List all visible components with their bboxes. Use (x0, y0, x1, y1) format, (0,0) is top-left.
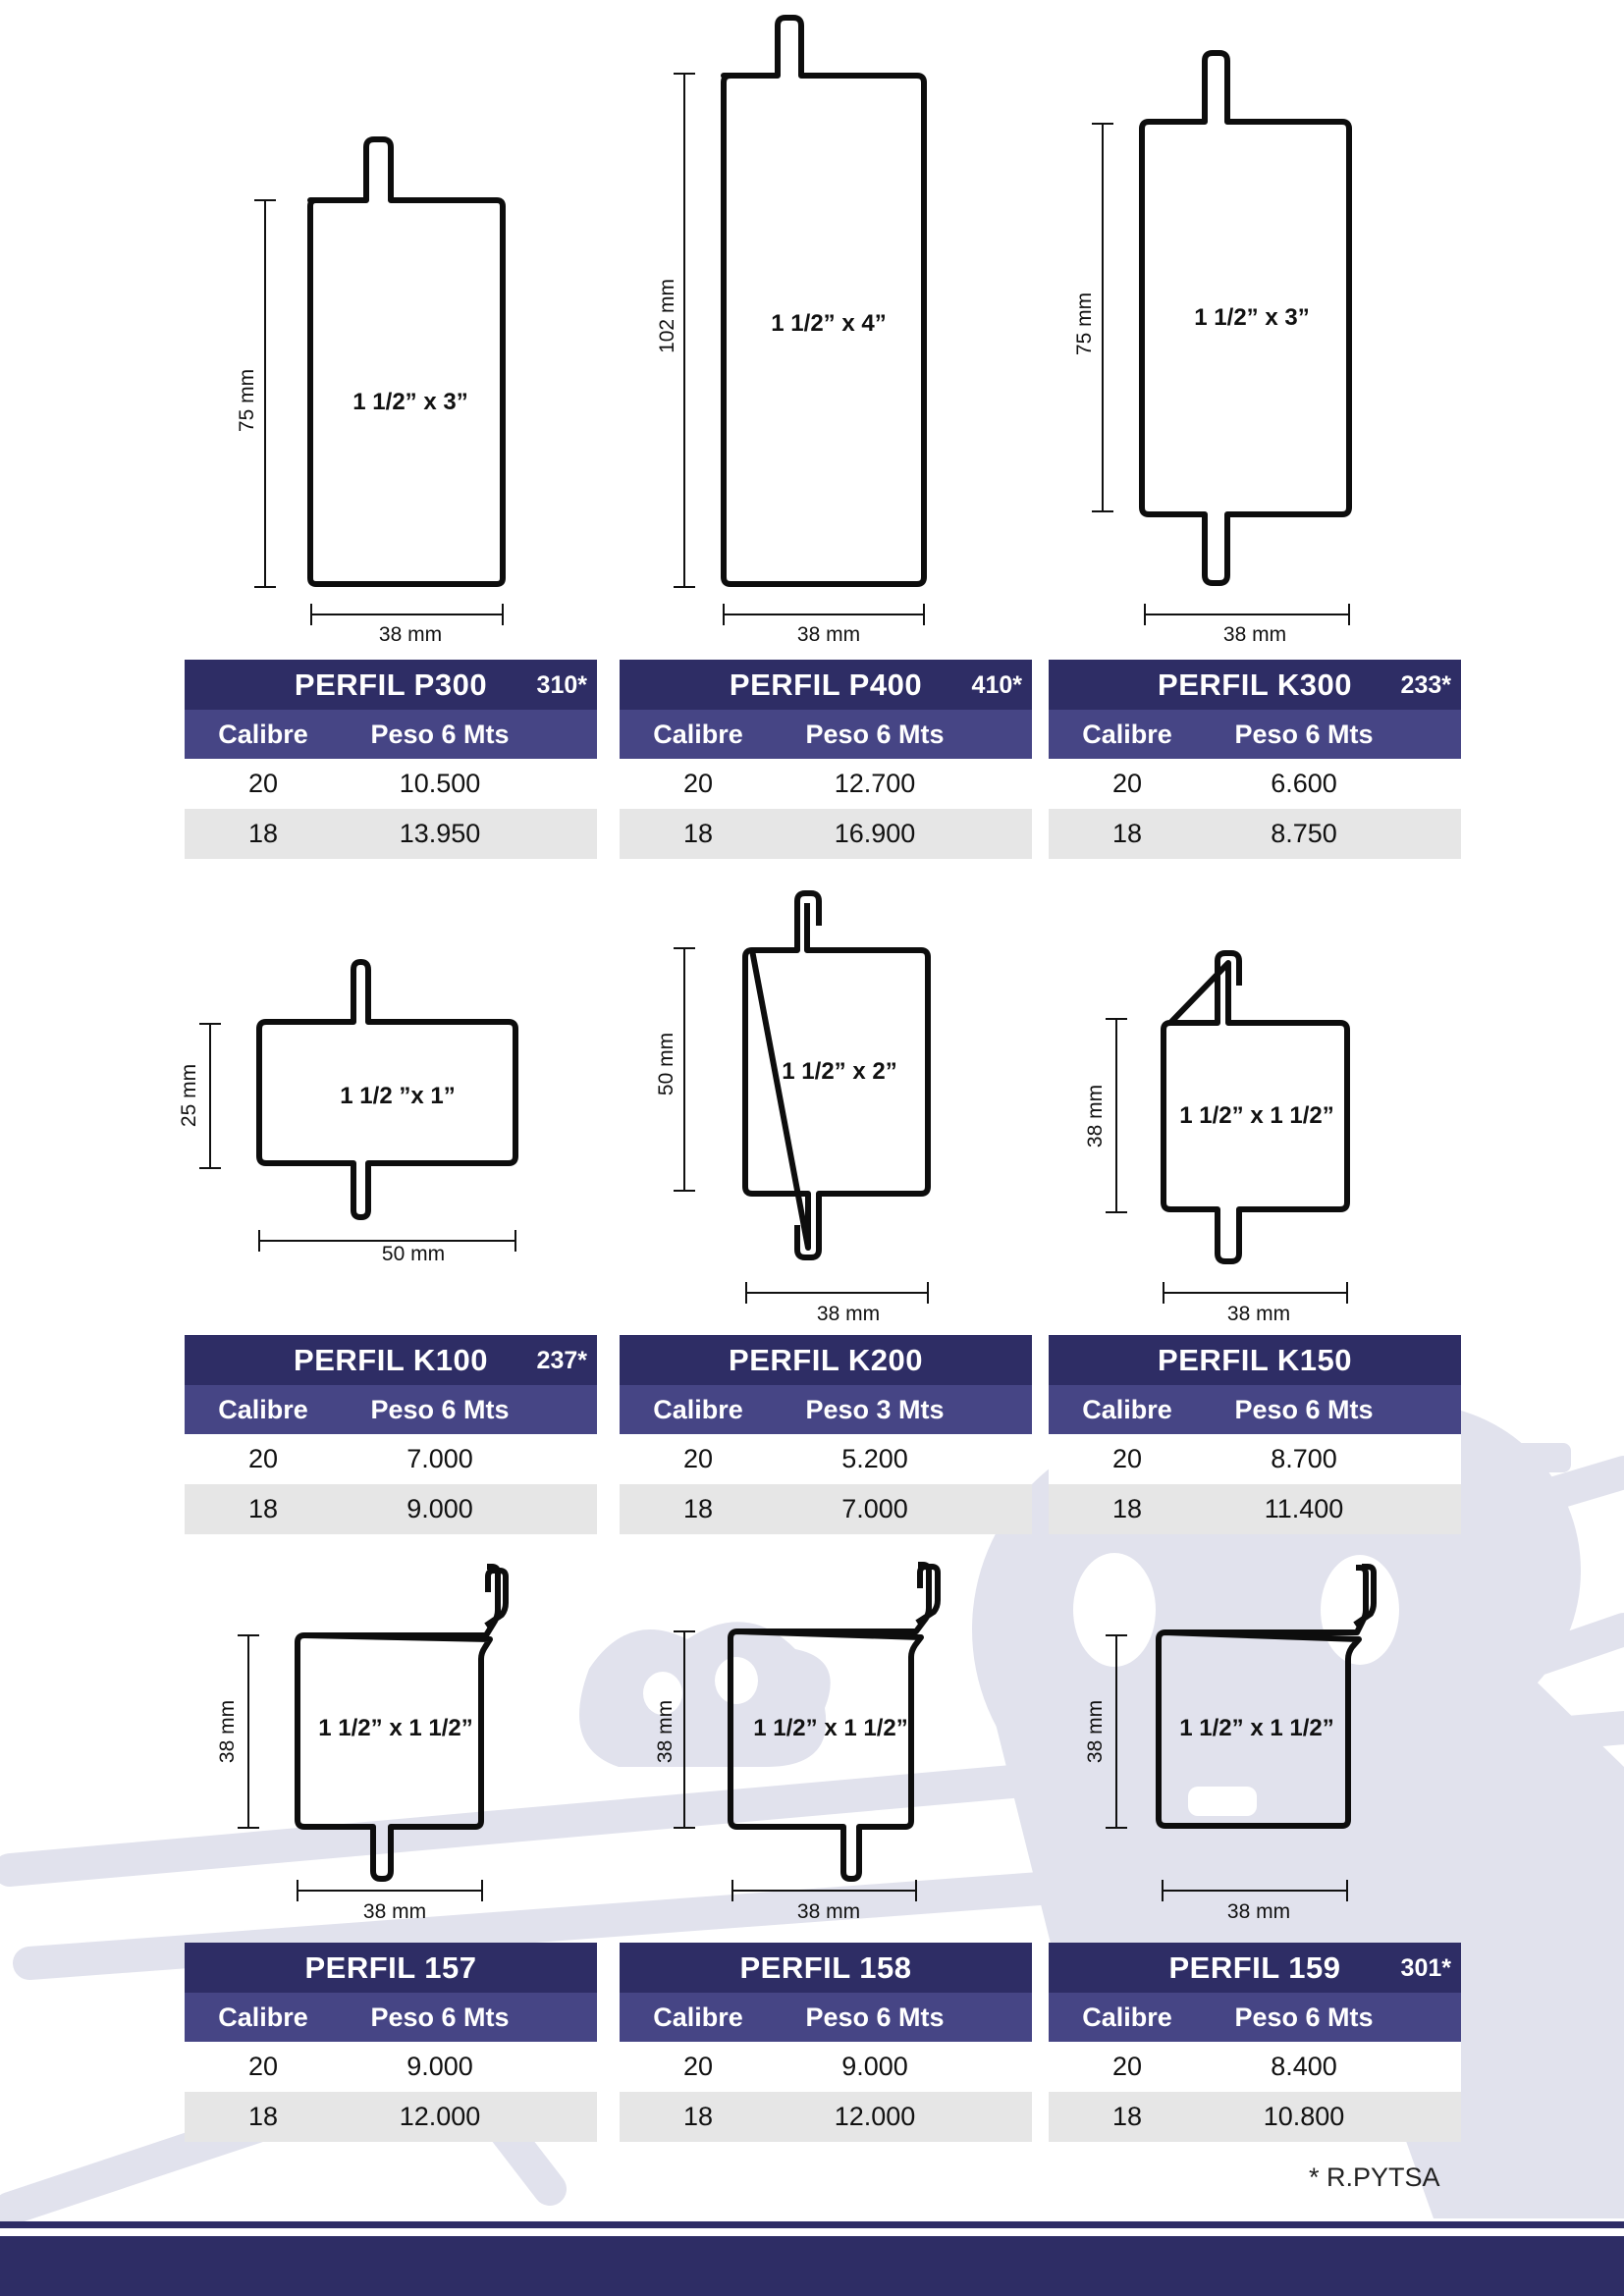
header-peso: Peso 6 Mts (1234, 1394, 1374, 1424)
header-calibre: Calibre (218, 1394, 308, 1424)
profile-code: 310* (536, 671, 587, 699)
calibre-value: 18 (247, 2102, 279, 2131)
table-perfil-p300 (185, 660, 597, 859)
peso-value: 9.000 (406, 1494, 473, 1523)
table-title (620, 1335, 1032, 1385)
header-peso: Peso 6 Mts (370, 2002, 510, 2032)
calibre-value: 20 (247, 2052, 279, 2081)
table-row (185, 2042, 597, 2092)
table-row (620, 2092, 1032, 2142)
calibre-value: 20 (247, 1444, 279, 1473)
table-perfil-157 (185, 1943, 597, 2142)
profile-name: PERFIL P300 (294, 667, 488, 702)
size-label: 1 1/2” x 4” (771, 310, 887, 337)
table-header (620, 1385, 1032, 1434)
peso-value: 8.700 (1271, 1444, 1337, 1473)
header-peso: Peso 6 Mts (805, 2002, 945, 2032)
calibre-value: 20 (1111, 1444, 1143, 1473)
size-label: 1 1/2” x 3” (1194, 304, 1310, 331)
table-row (185, 1434, 597, 1484)
table-header (1049, 710, 1461, 759)
peso-value: 8.400 (1271, 2052, 1337, 2081)
table-perfil-k150 (1049, 1335, 1461, 1534)
table-title (185, 1335, 597, 1385)
peso-value: 11.400 (1264, 1494, 1344, 1523)
table-row (1049, 759, 1461, 809)
peso-value: 10.800 (1263, 2102, 1345, 2131)
table-header (1049, 1385, 1461, 1434)
table-row (185, 2092, 597, 2142)
profile-code: 301* (1400, 1954, 1451, 1982)
table-header (620, 710, 1032, 759)
header-peso: Peso 6 Mts (370, 719, 510, 749)
table-title (620, 660, 1032, 710)
width-label: 38 mm (796, 1900, 861, 1923)
calibre-value: 18 (1111, 2102, 1143, 2131)
table-row (620, 809, 1032, 859)
peso-value: 12.000 (834, 2102, 916, 2131)
height-label: 75 mm (236, 368, 258, 433)
width-label: 38 mm (1222, 623, 1287, 646)
table-perfil-159 (1049, 1943, 1461, 2142)
profile-code: 233* (1400, 671, 1451, 699)
table-perfil-p400 (620, 660, 1032, 859)
table-title (1049, 1335, 1461, 1385)
header-peso: Peso 6 Mts (1234, 2002, 1374, 2032)
table-row (620, 759, 1032, 809)
peso-value: 9.000 (406, 2052, 473, 2081)
width-label: 50 mm (381, 1243, 446, 1265)
peso-value: 6.600 (1271, 769, 1337, 798)
table-row (620, 2042, 1032, 2092)
calibre-value: 18 (247, 819, 279, 848)
calibre-value: 18 (682, 2102, 714, 2131)
table-title (1049, 660, 1461, 710)
size-label: 1 1/2” x 1 1/2” (1179, 1102, 1334, 1129)
size-label: 1 1/2 ”x 1” (340, 1083, 456, 1109)
size-label: 1 1/2” x 3” (352, 389, 468, 415)
footer-bar (0, 2236, 1624, 2296)
peso-value: 12.700 (834, 769, 916, 798)
profile-name: PERFIL P400 (729, 667, 923, 702)
header-peso: Peso 3 Mts (805, 1394, 945, 1424)
height-label: 50 mm (655, 1032, 677, 1096)
profile-name: PERFIL 158 (739, 1949, 912, 1985)
peso-value: 7.000 (841, 1494, 908, 1523)
profile-name: PERFIL K100 (294, 1342, 488, 1377)
calibre-value: 20 (1111, 2052, 1143, 2081)
table-title (185, 660, 597, 710)
header-calibre: Calibre (218, 719, 308, 749)
header-calibre: Calibre (218, 2002, 308, 2032)
width-label: 38 mm (816, 1303, 881, 1325)
height-label: 38 mm (654, 1699, 677, 1764)
header-calibre: Calibre (1082, 2002, 1172, 2032)
calibre-value: 20 (247, 769, 279, 798)
table-perfil-158 (620, 1943, 1032, 2142)
height-label: 75 mm (1073, 292, 1096, 356)
calibre-value: 20 (682, 1444, 714, 1473)
width-label: 38 mm (1226, 1303, 1291, 1325)
header-peso: Peso 6 Mts (805, 719, 945, 749)
header-calibre: Calibre (653, 719, 743, 749)
header-peso: Peso 6 Mts (1234, 719, 1374, 749)
table-row (1049, 2042, 1461, 2092)
calibre-value: 18 (682, 819, 714, 848)
profile-outline (1159, 1567, 1374, 1826)
table-row (1049, 2092, 1461, 2142)
height-label: 25 mm (178, 1063, 200, 1128)
table-row (185, 809, 597, 859)
table-row (1049, 809, 1461, 859)
table-header (185, 1385, 597, 1434)
peso-value: 8.750 (1271, 819, 1337, 848)
header-peso: Peso 6 Mts (370, 1394, 510, 1424)
profile-name: PERFIL 157 (304, 1949, 477, 1985)
table-row (185, 1484, 597, 1534)
profile-name: PERFIL K300 (1158, 667, 1352, 702)
size-label: 1 1/2” x 2” (782, 1058, 897, 1085)
header-calibre: Calibre (1082, 1394, 1172, 1424)
peso-value: 5.200 (841, 1444, 908, 1473)
height-label: 102 mm (656, 279, 678, 353)
peso-value: 12.000 (399, 2102, 481, 2131)
table-row (1049, 1484, 1461, 1534)
calibre-value: 18 (1111, 819, 1143, 848)
peso-value: 16.900 (834, 819, 916, 848)
table-perfil-k300 (1049, 660, 1461, 859)
peso-value: 7.000 (406, 1444, 473, 1473)
profile-name: PERFIL 159 (1168, 1949, 1341, 1985)
table-title (1049, 1943, 1461, 1993)
header-calibre: Calibre (653, 2002, 743, 2032)
header-calibre: Calibre (1082, 719, 1172, 749)
table-row (185, 759, 597, 809)
table-row (1049, 1434, 1461, 1484)
table-perfil-k100 (185, 1335, 597, 1534)
calibre-value: 18 (682, 1494, 714, 1523)
peso-value: 13.950 (399, 819, 481, 848)
footer-divider (0, 2221, 1624, 2228)
footnote: * R.PYTSA (1309, 2163, 1440, 2192)
height-label: 38 mm (1084, 1084, 1107, 1148)
width-label: 38 mm (378, 623, 443, 646)
calibre-value: 20 (682, 769, 714, 798)
profile-code: 237* (536, 1347, 587, 1374)
table-header (185, 710, 597, 759)
table-perfil-k200 (620, 1335, 1032, 1534)
peso-value: 10.500 (399, 769, 481, 798)
profile-name: PERFIL K150 (1158, 1342, 1352, 1377)
height-label: 38 mm (216, 1699, 239, 1764)
profile-code: 410* (971, 671, 1022, 699)
calibre-value: 20 (1111, 769, 1143, 798)
table-row (620, 1484, 1032, 1534)
height-label: 38 mm (1084, 1699, 1107, 1764)
table-header (185, 1993, 597, 2042)
calibre-value: 18 (1111, 1494, 1143, 1523)
size-label: 1 1/2” x 1 1/2” (1179, 1715, 1334, 1741)
width-label: 38 mm (796, 623, 861, 646)
profile-name: PERFIL K200 (729, 1342, 923, 1377)
width-label: 38 mm (1226, 1900, 1291, 1923)
height-dimension-line (1106, 1635, 1127, 1828)
width-label: 38 mm (362, 1900, 427, 1923)
size-label: 1 1/2” x 1 1/2” (318, 1715, 473, 1741)
table-header (620, 1993, 1032, 2042)
size-label: 1 1/2” x 1 1/2” (753, 1715, 908, 1741)
table-row (620, 1434, 1032, 1484)
header-calibre: Calibre (653, 1394, 743, 1424)
peso-value: 9.000 (841, 2052, 908, 2081)
calibre-value: 20 (682, 2052, 714, 2081)
calibre-value: 18 (247, 1494, 279, 1523)
table-header (1049, 1993, 1461, 2042)
width-dimension-line (1163, 1880, 1347, 1901)
table-title (185, 1943, 597, 1993)
table-title (620, 1943, 1032, 1993)
